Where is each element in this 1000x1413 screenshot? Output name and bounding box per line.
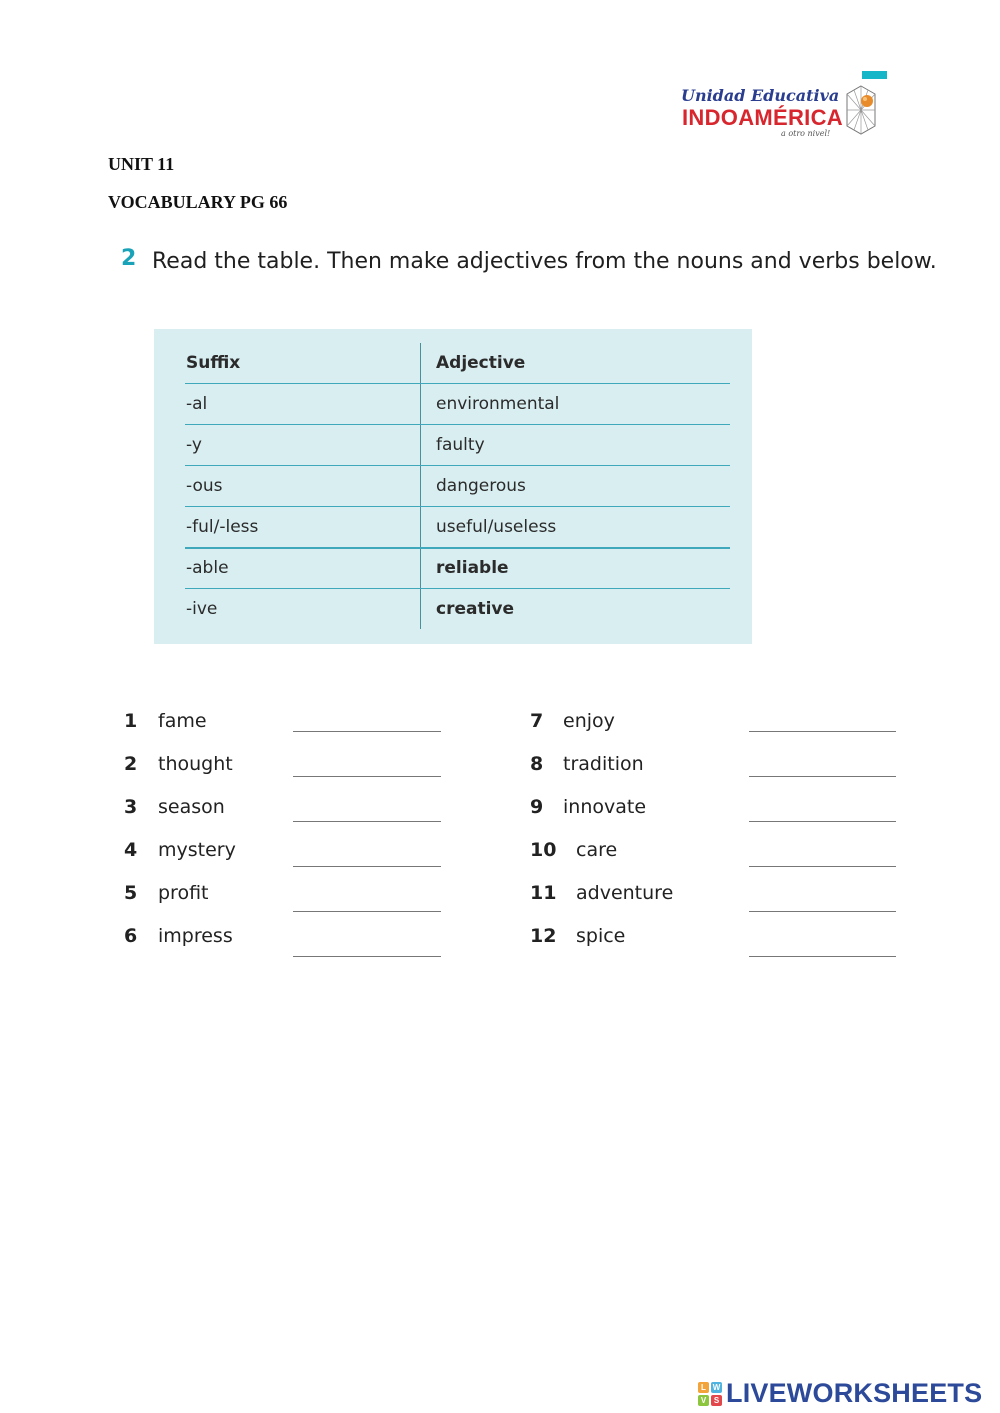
exercise-item	[530, 753, 644, 775]
exercise-item	[530, 882, 673, 904]
table-row-adjective: environmental	[436, 394, 560, 414]
tile-v: V	[698, 1395, 709, 1406]
table-row-suffix: -al	[186, 394, 208, 414]
logo-emblem-icon	[845, 84, 877, 136]
item-number: 2	[124, 753, 138, 775]
exercise-item	[124, 882, 209, 904]
table-rule	[185, 506, 730, 507]
item-number: 4	[124, 839, 138, 861]
item-number: 1	[124, 710, 138, 732]
liveworksheets-logo[interactable]	[698, 1378, 994, 1410]
answer-line[interactable]	[749, 776, 896, 777]
exercise-item	[124, 796, 225, 818]
exercise-item	[530, 839, 617, 861]
answer-line[interactable]	[749, 956, 896, 957]
table-rule	[185, 383, 730, 384]
exercise-number: 2	[121, 246, 137, 271]
table-header-adjective: Adjective	[436, 353, 526, 373]
table-row-adjective: creative	[436, 599, 515, 619]
item-number: 7	[530, 710, 544, 732]
table-row-suffix: -ive	[186, 599, 218, 619]
item-number: 9	[530, 796, 544, 818]
tile-l: L	[698, 1382, 709, 1393]
item-number: 6	[124, 925, 138, 947]
school-logo	[678, 68, 893, 143]
item-word: adventure	[576, 882, 674, 904]
item-number: 3	[124, 796, 138, 818]
table-row-adjective: faulty	[436, 435, 485, 455]
liveworksheets-icon	[698, 1382, 724, 1408]
answer-line[interactable]	[749, 731, 896, 732]
unit-heading: UNIT 11	[108, 154, 175, 174]
table-row-suffix: -ful/-less	[186, 517, 259, 537]
answer-line[interactable]	[293, 731, 441, 732]
item-word: fame	[158, 710, 207, 732]
exercise-item	[530, 925, 625, 947]
item-word: thought	[158, 753, 233, 775]
exercise-item	[124, 839, 236, 861]
answer-line[interactable]	[749, 866, 896, 867]
answer-line[interactable]	[293, 911, 441, 912]
item-word: profit	[158, 882, 209, 904]
exercise-item	[124, 710, 207, 732]
exercise-instruction: Read the table. Then make adjectives from the nouns and verbs below.	[152, 249, 937, 274]
table-rule	[185, 465, 730, 466]
exercise-item	[530, 796, 646, 818]
logo-line-1: Unidad Educativa	[681, 86, 840, 105]
logo-accent-bar	[862, 71, 887, 79]
item-number: 5	[124, 882, 138, 904]
item-word: enjoy	[563, 710, 615, 732]
answer-line[interactable]	[293, 821, 441, 822]
item-number: 11	[530, 882, 557, 904]
logo-line-2: INDOAMÉRICA	[682, 105, 843, 130]
item-number: 8	[530, 753, 544, 775]
table-row-suffix: -ous	[186, 476, 223, 496]
tile-s: S	[711, 1395, 722, 1406]
table-rule	[185, 424, 730, 425]
logo-tagline: a otro nivel!	[781, 129, 831, 138]
item-word: innovate	[563, 796, 647, 818]
table-rule	[185, 588, 730, 589]
item-number: 10	[530, 839, 557, 861]
answer-line[interactable]	[749, 911, 896, 912]
item-word: mystery	[158, 839, 236, 861]
table-column-divider	[420, 343, 421, 629]
vocabulary-heading: VOCABULARY PG 66	[108, 192, 288, 212]
item-number: 12	[530, 925, 557, 947]
exercise-item	[124, 925, 233, 947]
table-row-adjective: useful/useless	[436, 517, 557, 537]
tile-w: W	[712, 1383, 721, 1392]
item-word: care	[576, 839, 618, 861]
liveworksheets-wordmark: LIVEWORKSHEETS	[726, 1378, 983, 1408]
exercise-item	[124, 753, 233, 775]
answer-line[interactable]	[293, 776, 441, 777]
item-word: impress	[158, 925, 233, 947]
exercise-item	[530, 710, 615, 732]
table-header-suffix: Suffix	[186, 353, 241, 373]
table-row-suffix: -y	[186, 435, 202, 455]
item-word: tradition	[563, 753, 644, 775]
table-row-adjective: reliable	[436, 558, 509, 578]
table-rule	[185, 547, 730, 549]
answer-line[interactable]	[293, 866, 441, 867]
answer-line[interactable]	[293, 956, 441, 957]
item-word: spice	[576, 925, 626, 947]
item-word: season	[158, 796, 225, 818]
table-row-adjective: dangerous	[436, 476, 526, 496]
answer-line[interactable]	[749, 821, 896, 822]
table-row-suffix: -able	[186, 558, 229, 578]
